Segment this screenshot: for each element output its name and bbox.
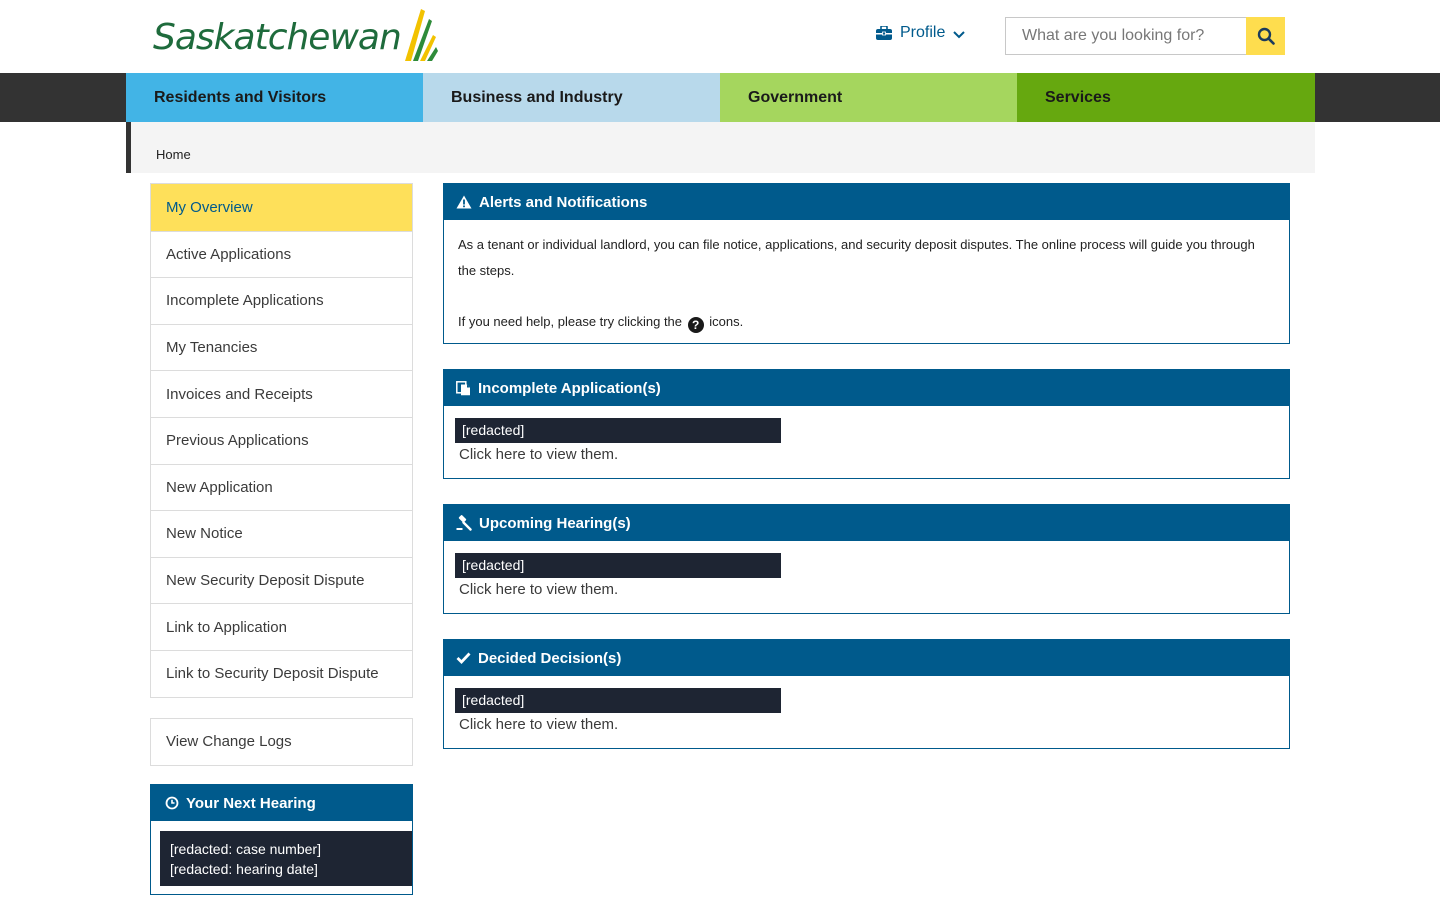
nav-residents-and-visitors[interactable]: Residents and Visitors — [126, 73, 423, 122]
nav-government[interactable]: Government — [720, 73, 1017, 122]
sidebar-item-new-notice[interactable]: New Notice — [151, 510, 412, 557]
site-header — [0, 0, 1440, 73]
search-button[interactable] — [1246, 17, 1285, 55]
decided-body — [444, 676, 1289, 733]
alerts-body — [444, 220, 1289, 347]
sidebar-item-active-applications[interactable]: Active Applications — [151, 231, 412, 278]
checkmark-icon — [456, 652, 471, 664]
upcoming-hearings-panel — [443, 504, 1290, 614]
next-hearing-case-number: [redacted: case number] — [170, 841, 321, 857]
sidebar — [150, 183, 413, 766]
documents-icon — [456, 381, 471, 396]
next-hearing-redacted — [160, 831, 412, 886]
decided-header — [444, 640, 1289, 676]
alerts-help-after: icons. — [709, 314, 744, 329]
breadcrumb-home[interactable]: Home — [156, 147, 191, 162]
hearing-body — [444, 541, 1289, 598]
alerts-text-2 — [458, 309, 1275, 335]
help-question-icon: ? — [688, 317, 704, 333]
warning-icon — [456, 195, 472, 209]
hearing-header — [444, 505, 1289, 541]
search-input[interactable] — [1005, 17, 1246, 55]
incomplete-header — [444, 370, 1289, 406]
search-icon — [1257, 27, 1275, 45]
alerts-text-1: As a tenant or individual landlord, you can file notice, applications, and security deposit disputes. The online process will guide you through the steps. — [458, 237, 1255, 278]
breadcrumb — [126, 122, 1315, 173]
saskatchewan-logo[interactable] — [153, 8, 439, 66]
sidebar-item-previous-applications[interactable]: Previous Applications — [151, 417, 412, 464]
next-hearing-panel — [150, 784, 413, 895]
search-bar — [1005, 17, 1285, 55]
decided-decisions-panel — [443, 639, 1290, 749]
incomplete-title: Incomplete Application(s) — [478, 379, 661, 397]
sidebar-menu — [150, 183, 413, 698]
hearing-view-link[interactable]: Click here to view them. — [459, 581, 619, 598]
sidebar-item-my-overview[interactable]: My Overview — [151, 184, 412, 231]
incomplete-applications-panel — [443, 369, 1290, 479]
nav-business-and-industry[interactable]: Business and Industry — [423, 73, 720, 122]
sidebar-item-link-to-security-deposit-dispute[interactable]: Link to Security Deposit Dispute — [151, 650, 412, 697]
sidebar-item-invoices-and-receipts[interactable]: Invoices and Receipts — [151, 370, 412, 417]
incomplete-body — [444, 406, 1289, 463]
clock-icon — [165, 796, 179, 810]
sidebar-item-new-application[interactable]: New Application — [151, 464, 412, 511]
sidebar-item-my-tenancies[interactable]: My Tenancies — [151, 324, 412, 371]
alerts-panel — [443, 183, 1290, 344]
nav-services[interactable]: Services — [1017, 73, 1315, 122]
incomplete-view-link[interactable]: Click here to view them. — [459, 446, 619, 463]
decided-title: Decided Decision(s) — [478, 649, 622, 667]
next-hearing-date: [redacted: hearing date] — [170, 861, 318, 877]
sidebar-item-link-to-application[interactable]: Link to Application — [151, 603, 412, 650]
incomplete-redacted: [redacted] — [455, 418, 781, 443]
gavel-icon — [456, 515, 472, 531]
decided-redacted: [redacted] — [455, 688, 781, 713]
profile-label: Profile — [900, 24, 946, 41]
briefcase-icon — [876, 26, 892, 40]
alerts-header — [444, 184, 1289, 220]
logo-text: Saskatchewan — [153, 16, 401, 58]
main-nav — [0, 73, 1440, 122]
alerts-title: Alerts and Notifications — [479, 193, 648, 211]
alerts-help-before: If you need help, please try clicking the — [458, 314, 683, 329]
sidebar-item-view-change-logs[interactable]: View Change Logs — [151, 719, 412, 765]
sidebar-item-new-security-deposit-dispute[interactable]: New Security Deposit Dispute — [151, 557, 412, 604]
sidebar-extra-menu — [150, 718, 413, 766]
next-hearing-body — [151, 821, 412, 894]
chevron-down-icon — [953, 31, 965, 39]
profile-menu[interactable] — [876, 24, 965, 42]
next-hearing-title: Your Next Hearing — [186, 794, 316, 812]
sidebar-item-incomplete-applications[interactable]: Incomplete Applications — [151, 277, 412, 324]
hearing-redacted: [redacted] — [455, 553, 781, 578]
hearing-title: Upcoming Hearing(s) — [479, 514, 631, 532]
decided-view-link[interactable]: Click here to view them. — [459, 716, 619, 733]
next-hearing-header — [151, 785, 412, 821]
wheat-logo-icon — [403, 7, 439, 63]
